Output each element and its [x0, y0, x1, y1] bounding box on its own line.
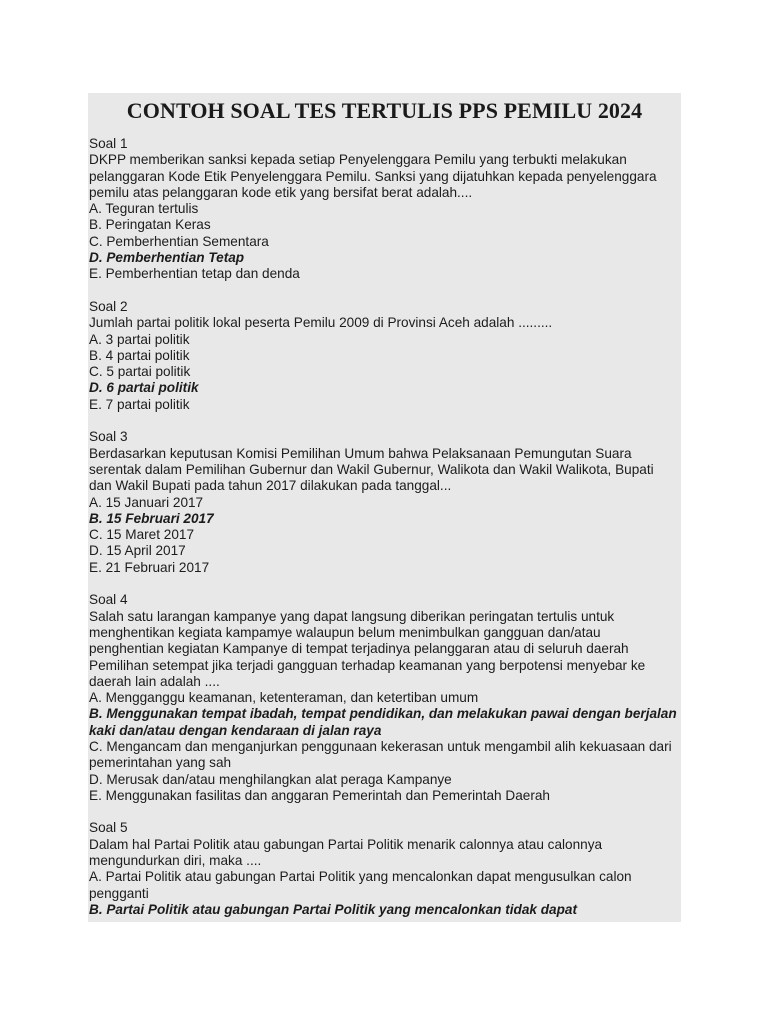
question-text: DKPP memberikan sanksi kepada setiap Penyelenggara Pemilu yang terbukti melakukan pelanggaran Kode Etik Penyelenggara Pemilu. Sanksi yang dijatuhkan kepada penyelenggara pemilu atas pelanggaran kode etik yang bersifat berat adalah....: [89, 152, 657, 200]
answer-option: A. Mengganggu keamanan, ketenteraman, dan ketertiban umum: [89, 690, 479, 706]
answer-option-correct: D. 6 partai politik: [89, 380, 199, 396]
answer-option: C. Pemberhentian Sementara: [89, 233, 269, 249]
question-block: [89, 592, 677, 804]
answer-option-correct: D. Pemberhentian Tetap: [89, 250, 245, 266]
question-label: Soal 3: [89, 429, 128, 445]
answer-option-correct: B. 15 Februari 2017: [89, 510, 214, 526]
question-label: Soal 2: [89, 298, 128, 314]
answer-option: A. Partai Politik atau gabungan Partai Politik yang mencalonkan dapat mengusulkan calon pengganti: [89, 869, 632, 901]
answer-option: E. 21 Februari 2017: [89, 559, 210, 575]
answer-option: B. Peringatan Keras: [89, 217, 211, 233]
question-list: [89, 136, 677, 922]
question-text: Salah satu larangan kampanye yang dapat langsung diberikan peringatan tertulis untuk menghentikan kegiata kampamye walaupun belum menimbulkan gangguan dan/atau penghentian kegiatan Kampanye di tempat terjadinya pelanggaran atau di seluruh daerah Pemilihan setempat jika terjadi gangguan terhadap keamanan yang berpotensi menyebar ke daerah lain adalah ....: [89, 608, 646, 689]
answer-option: E. Pemberhentian tetap dan denda: [89, 266, 300, 282]
answer-option-correct: B. Menggunakan tempat ibadah, tempat pendidikan, dan melakukan pawai dengan berjalan kaki dan/atau dengan kendaraan di jalan raya: [89, 706, 677, 738]
answer-option: A. 15 Januari 2017: [89, 494, 204, 510]
answer-option: C. 5 partai politik: [89, 364, 191, 380]
answer-option: C. Mengancam dan menganjurkan penggunaan kekerasan untuk mengambil alih kekuasaan dari pemerintahan yang sah: [89, 738, 672, 771]
question-label: Soal 4: [89, 592, 128, 608]
question-block: [89, 299, 677, 413]
question-text: Dalam hal Partai Politik atau gabungan Partai Politik menarik calonnya atau calonnya mengundurkan diri, maka ....: [89, 836, 603, 869]
answer-option: A. Teguran tertulis: [89, 201, 199, 217]
question-label: Soal 1: [89, 136, 128, 151]
question-block: [89, 136, 677, 283]
document-title: CONTOH SOAL TES TERTULIS PPS PEMILU 2024: [126, 98, 643, 123]
question-text: Jumlah partai politik lokal peserta Pemilu 2009 di Provinsi Aceh adalah .........: [89, 315, 553, 331]
answer-option: C. 15 Maret 2017: [89, 527, 195, 543]
answer-option: D. 15 April 2017: [89, 543, 186, 559]
answer-option-correct: B. Partai Politik atau gabungan Partai Politik yang mencalonkan tidak dapat: [89, 901, 577, 917]
answer-option: E. 7 partai politik: [89, 396, 190, 412]
question-block: [89, 429, 677, 576]
answer-option: A. 3 partai politik: [89, 331, 190, 347]
answer-option: B. 4 partai politik: [89, 347, 190, 363]
question-block: [89, 820, 677, 918]
question-text: Berdasarkan keputusan Komisi Pemilihan Umum bahwa Pelaksanaan Pemungutan Suara serentak dalam Pemilihan Gubernur dan Wakil Gubernur, Walikota dan Wakil Walikota, Bupati dan Wakil Bupati pada tahun 2017 dilakukan pada tanggal...: [89, 445, 654, 494]
answer-option: D. Merusak dan/atau menghilangkan alat peraga Kampanye: [89, 771, 452, 787]
document-page: [88, 93, 681, 922]
question-label: Soal 5: [89, 820, 128, 836]
answer-option: E. Menggunakan fasilitas dan anggaran Pemerintah dan Pemerintah Daerah: [89, 787, 550, 803]
